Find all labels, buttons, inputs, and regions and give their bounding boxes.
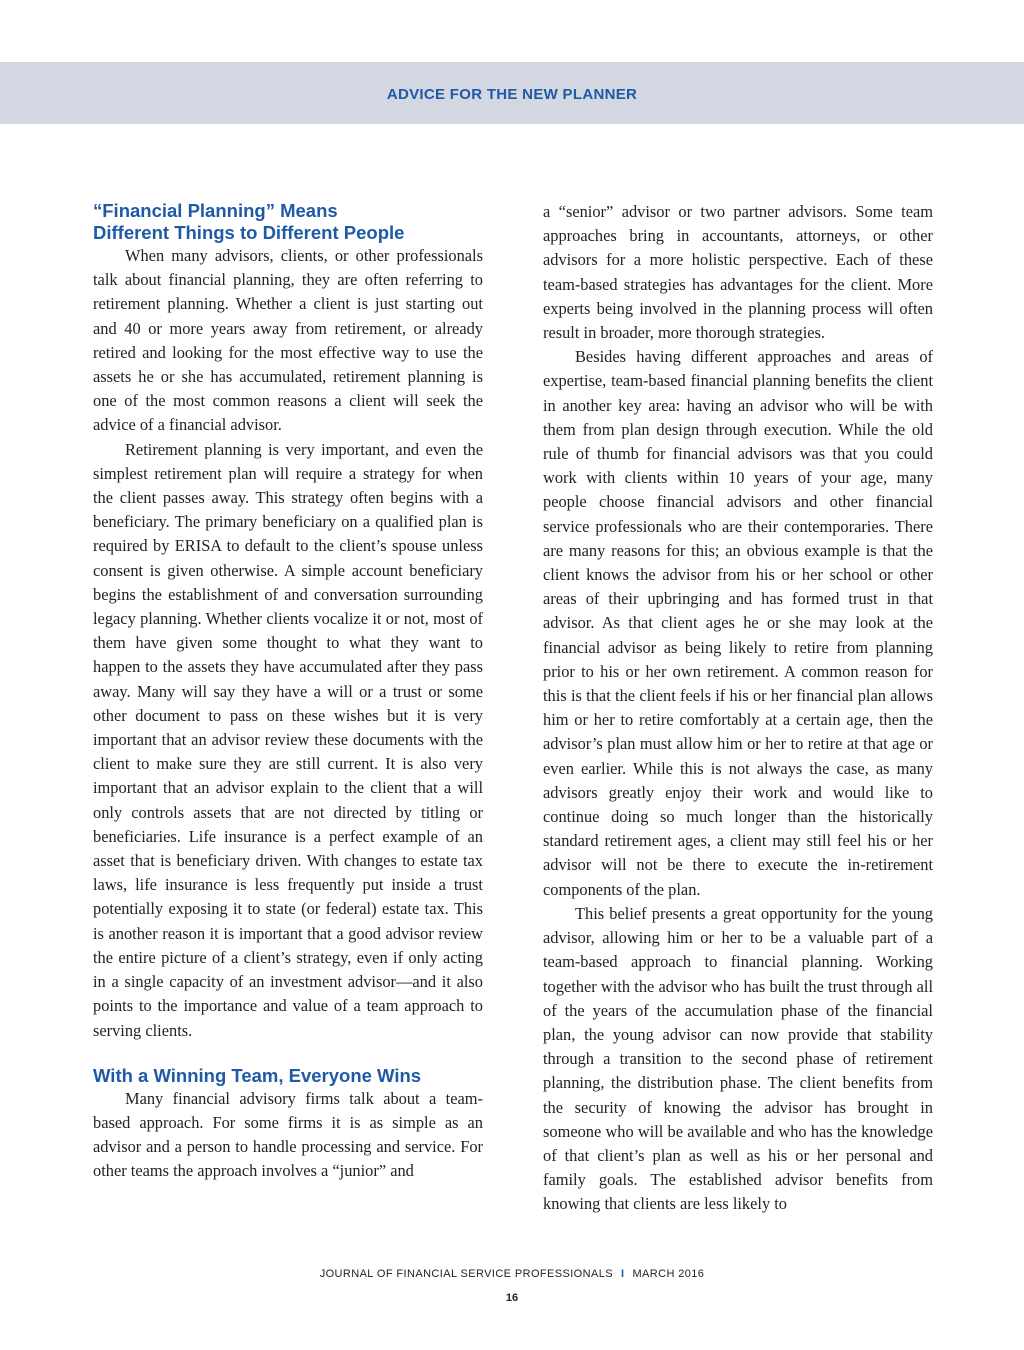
- paragraph: This belief presents a great opportunity for the young advisor, allowing him or her to be a valuable part of a team-based approach to financial planning. Working together with the advisor who has built the trust through all of the years of the accumulation phase of the financial plan, the young advisor can now provide that stability through a transition to the second phase of retirement planning, the distribution phase. The client benefits from the security of knowing the advisor has brought in someone who will be available and who has the knowledge of that client’s plan as well as his or her personal and family goals. The established advisor benefits from knowing that clients are less likely to: [543, 903, 933, 1214]
- paragraph: Besides having different approaches and areas of expertise, team-based financial planning benefits the client in another key area: having an advisor who will be with them from plan design through execution. While the old rule of thumb for financial advisors was that you could work with clients within 10 years of your age, many people choose financial advisors and other financial service professionals who are their contemporaries. There are many reasons for this; an obvious example is that the client knows the advisor from his or her school or other areas of their upbringing and has formed trust in that advisor. As that client ages he or she may look at the financial advisor as being likely to retire from planning prior to his or her own retirement. A common reason for this is that the client feels if his or her financial plan allows him or her to retire comfortably at a certain age, then the advisor’s plan must allow him or her to retire at that age or even earlier. While this is not always the case, as many advisors greatly enjoy their work and would like to continue doing so much longer than the historically standard retirement ages, a client may still feel his or her advisor will not be there to execute the in-retirement components of the plan.: [543, 347, 933, 899]
- footer: [0, 1268, 1024, 1280]
- heading-winning-team: With a Winning Team, Everyone Wins: [93, 1064, 422, 1086]
- section-title: ADVICE FOR THE NEW PLANNER: [386, 85, 638, 103]
- right-column: [543, 200, 933, 1217]
- journal-name: JOURNAL OF FINANCIAL SERVICE PROFESSIONALS: [319, 1268, 613, 1280]
- paragraph: Retirement planning is very important, and even the simplest retirement plan will require a strategy for when the client passes away. This strategy often begins with a beneficiary. The primary beneficiary on a qualified plan is required by ERISA to default to the client’s spouse unless consent is given otherwise. A simple account beneficiary begins the establishment of and conversation surrounding legacy planning. Whether clients vocalize it or not, most of them have given some thought to what they want to happen to the assets they have accumulated after they pass away. Many will say they have a will or a trust or some other document to pass on these wishes but it is very important that an advisor review these documents with the client to make sure they are still current. It is also very important that an advisor explain to the client that a will only controls assets that are not directed by titling or beneficiaries. Life insurance is a perfect example of an asset that is beneficiary driven. With changes to estate tax laws, life insurance is less frequently put inside a trust potentially exposing it to state (or federal) estate tax. This is another reason it is important that a good advisor review the entire picture of a client’s strategy, even if only acting in a single capacity of an investment advisor—and it also points to the importance and value of a team approach to serving clients.: [93, 439, 483, 1040]
- page-number: 16: [505, 1292, 519, 1304]
- heading-financial-planning: [93, 200, 483, 244]
- left-column: [93, 200, 483, 1184]
- paragraph: Many financial advisory firms talk about a team-based approach. For some firms it is as simple as an advisor and a person to handle processing and service. For other teams the approach involves a “junior” and: [93, 1088, 483, 1181]
- header-band: [0, 62, 1024, 124]
- heading-line-1: “Financial Planning” Means: [93, 200, 338, 221]
- issue-date: MARCH 2016: [632, 1268, 705, 1280]
- paragraph: a “senior” advisor or two partner advisors. Some team approaches bring in accountants, attorneys, or other advisors for a more holistic perspective. Each of these team-based strategies has advantages for the client. More experts being involved in the planning process will often result in broader, more thorough strategies.: [543, 202, 933, 343]
- footer-separator: I: [620, 1268, 625, 1280]
- heading-line-2: Different Things to Different People: [93, 222, 405, 243]
- paragraph: When many advisors, clients, or other professionals talk about financial planning, they are often referring to retirement planning. Whether a client is just starting out and 40 or more years away from retirement, or already retired and looking for the most effective way to use the assets he or she has accumulated, retirement planning is one of the most common reasons a client will seek the advice of a financial advisor.: [93, 246, 483, 435]
